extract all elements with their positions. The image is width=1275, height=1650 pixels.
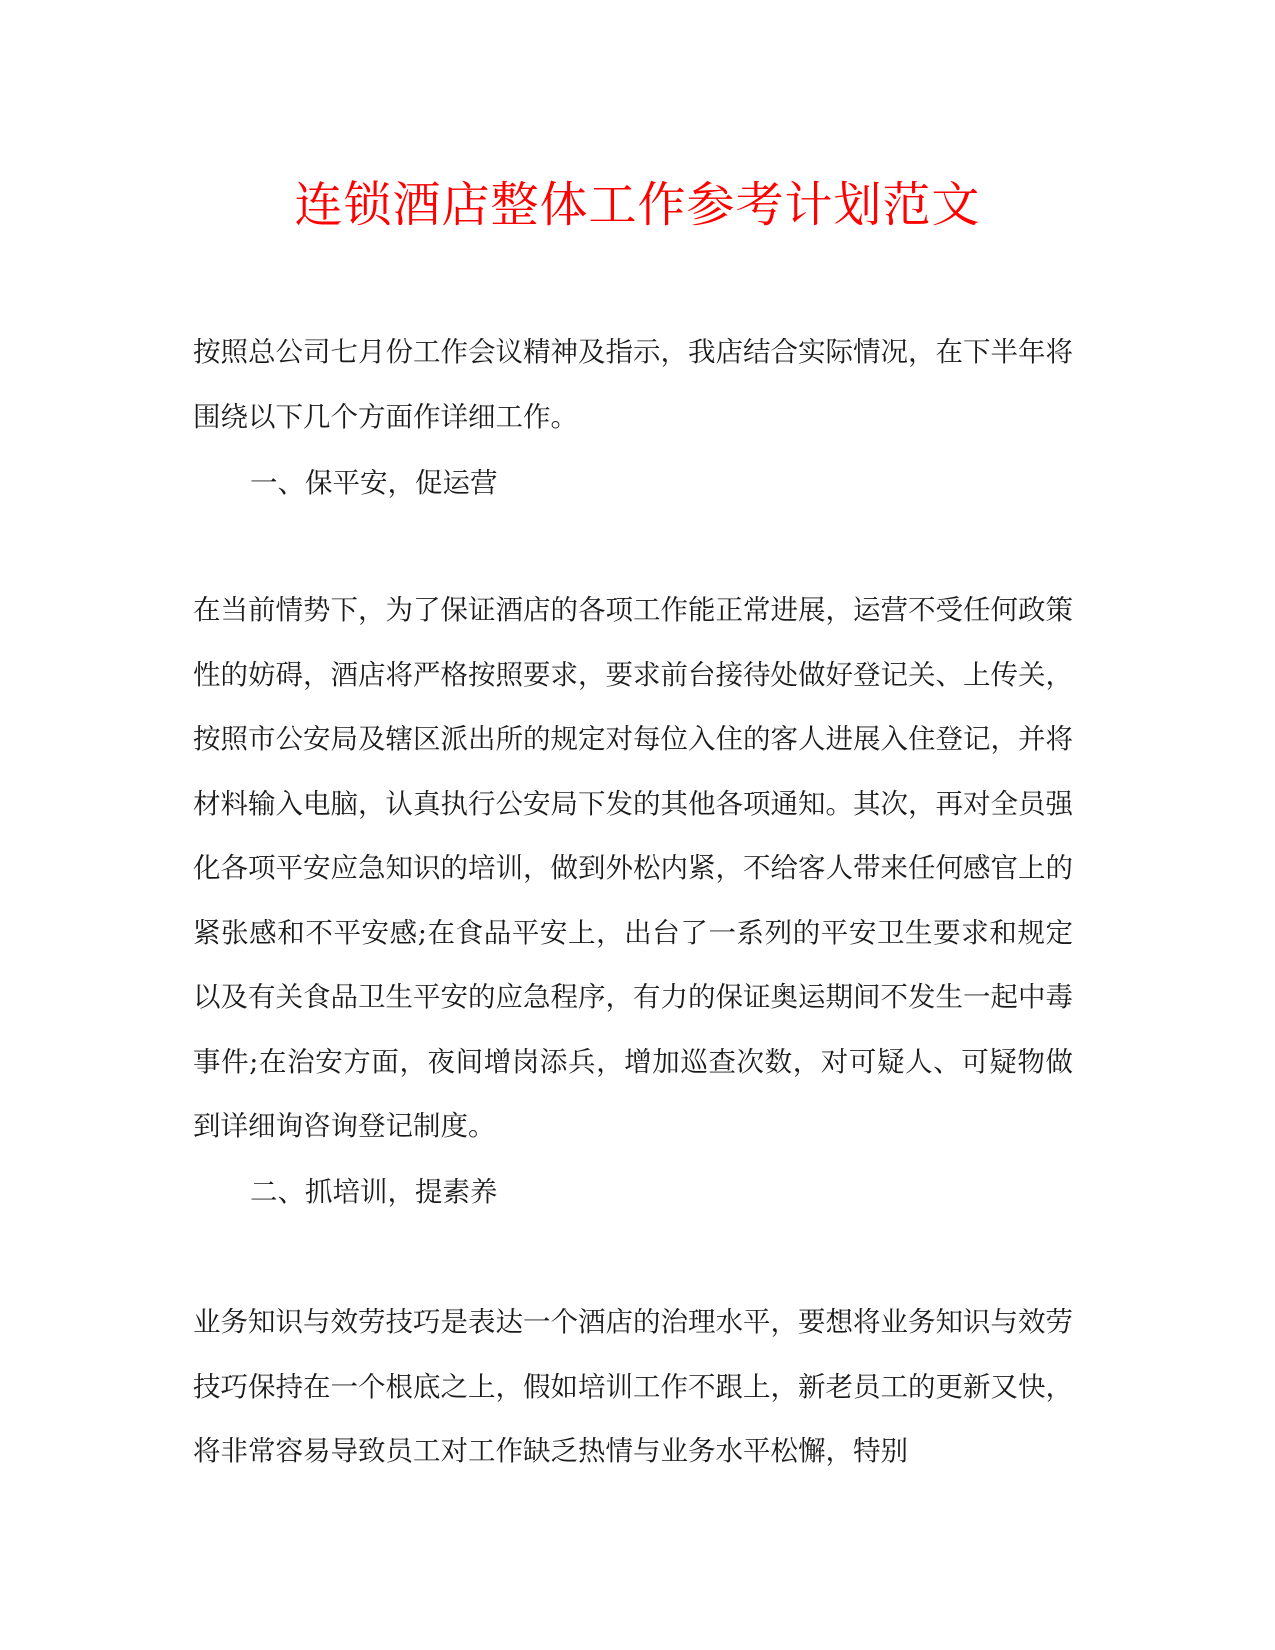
section-heading-1: 一、保平安，促运营: [250, 467, 498, 499]
document-title: 连锁酒店整体工作参考计划范文: [294, 177, 981, 233]
section-1-paragraph: 在当前情势下，为了保证酒店的各项工作能正常进展，运营不受任何政策性的妨碍，酒店将严格按照要求，要求前台接待处做好登记关、上传关，按照市公安局及辖区派出所的规定对每位入住的客人进展入住登记，并将材料输入电脑，认真执行公安局下发的其他各项通知。其次，再对全员强化各项平安应急知识的培训，做到外松内紧，不给客人带来任何感官上的紧张感和不平安感;在食品平安上，出台了一系列的平安卫生要求和规定以及有关食品卫生平安的应急程序，有力的保证奥运期间不发生一起中毒事件;在治安方面，夜间增岗添兵，增加巡查次数，对可疑人、可疑物做到详细询咨询登记制度。: [193, 594, 1073, 1142]
section-2-paragraph: 业务知识与效劳技巧是表达一个酒店的治理水平，要想将业务知识与效劳技巧保持在一个根底之上，假如培训工作不跟上，新老员工的更新又快，将非常容易导致员工对工作缺乏热情与业务水平松懈，特别: [193, 1306, 1073, 1467]
intro-paragraph: 按照总公司七月份工作会议精神及指示，我店结合实际情况，在下半年将围绕以下几个方面作详细工作。: [193, 336, 1073, 433]
section-heading-2: 二、抓培训，提素养: [250, 1176, 498, 1208]
